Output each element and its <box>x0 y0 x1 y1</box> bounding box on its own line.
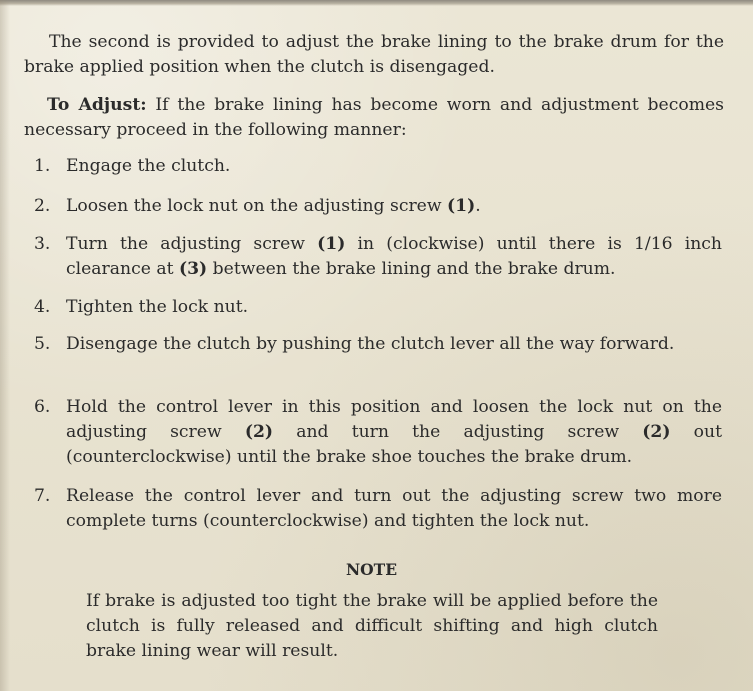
step-number: 6. <box>34 397 51 417</box>
step-text-part: between the brake lining and the brake drum. <box>207 259 616 279</box>
step-text-part: Turn the adjusting screw <box>66 234 318 254</box>
step-text-part: out (counterclockwise) until the brake shoe touches the brake drum. <box>66 422 723 467</box>
step-text <box>66 484 722 534</box>
step-number: 4. <box>34 297 51 317</box>
note-heading: NOTE <box>345 560 398 579</box>
step-text <box>66 232 722 282</box>
step-text-part: Disengage the clutch by pushing the clutch lever all the way forward. <box>66 334 675 354</box>
screw-ref: (2) <box>642 422 671 442</box>
step-text-part: . <box>475 196 481 216</box>
step-number: 2. <box>34 196 51 216</box>
screw-ref: (1) <box>317 234 346 254</box>
adjust-paragraph <box>24 93 724 143</box>
step-text <box>66 332 722 357</box>
step-number: 3. <box>34 234 51 254</box>
clearance-ref: (3) <box>178 259 208 279</box>
step-text-part: and turn the adjusting screw <box>273 422 643 442</box>
screw-ref: (1) <box>447 196 476 216</box>
step-number: 7. <box>34 486 51 506</box>
step-text-part: Engage the clutch. <box>66 156 231 176</box>
step-text <box>66 395 722 470</box>
step-text-part: Hold the control lever in this position and loosen the lock nut on the adjusting screw <box>66 397 722 442</box>
step-text-part: Release the control lever and turn out the adjusting screw two more complete turns (counterclockwise) and tighten the lock nut. <box>66 486 722 531</box>
step-text-part: Tighten the lock nut. <box>66 297 249 317</box>
step-text-part: Loosen the lock nut on the adjusting screw <box>66 196 448 216</box>
intro-paragraph: The second is provided to adjust the brake lining to the brake drum for the brake applied position when the clutch is disengaged. <box>24 32 724 77</box>
note-text: If brake is adjusted too tight the brake will be applied before the clutch is fully released and difficult shifting and high clutch brake lining wear will result. <box>86 591 658 661</box>
step-text <box>66 154 722 179</box>
screw-ref: (2) <box>244 422 274 442</box>
adjust-text: If the brake lining has become worn and adjustment becomes necessary proceed in the following manner: <box>24 95 724 140</box>
step-text-part: in (clockwise) until there is 1/16 inch clearance at <box>66 234 723 279</box>
step-number: 1. <box>34 156 51 176</box>
step-text <box>66 194 722 219</box>
step-number: 5. <box>34 334 51 354</box>
step-text <box>66 295 722 320</box>
adjust-lead: To Adjust: <box>47 95 147 115</box>
